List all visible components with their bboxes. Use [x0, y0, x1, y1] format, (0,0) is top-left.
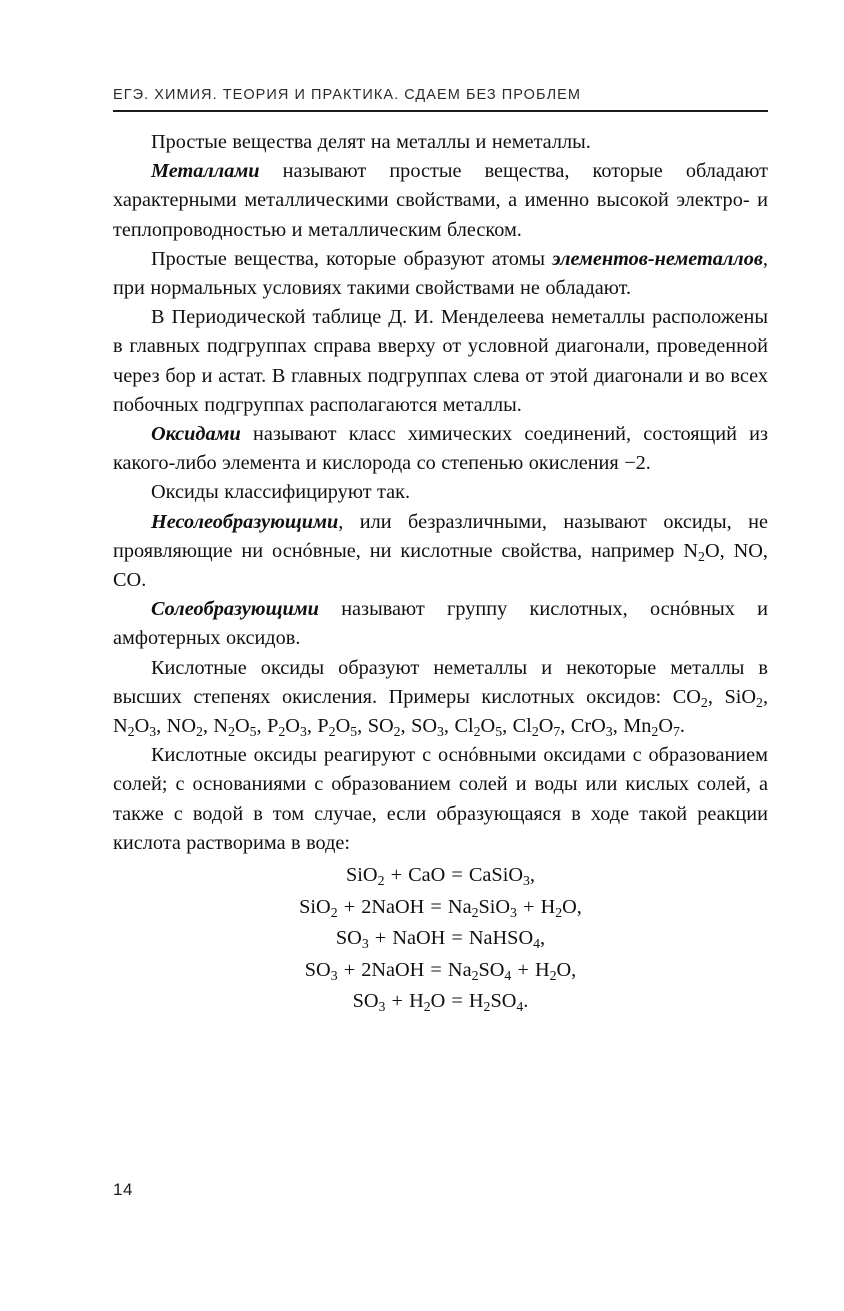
running-head-title: ЕГЭ. ХИМИЯ. ТЕОРИЯ И ПРАКТИКА. СДАЕМ БЕЗ ПРОБЛЕМ: [113, 87, 581, 103]
eq4-punctuation: ,: [571, 958, 577, 981]
formula-cl2o5: $Cl_2O_5$: [454, 715, 503, 739]
eq1-operator-1: +: [390, 864, 403, 887]
eq4-operator-1: +: [343, 958, 356, 981]
paragraph-10-text: Кислотные оксиды реагируют с оснóвными оксидами с образованием солей; с основаниями с образованием солей и воды или кислых солей, а также с водой в том случае, если образующаяся в ходе такой реакции кислота растворима в воде:: [113, 744, 768, 854]
equation-1: [113, 860, 768, 892]
eq3-term-3: NaHSO$_4$: [468, 927, 541, 951]
eq2-operator-3: +: [523, 895, 535, 918]
eq2-operator-1: +: [343, 895, 356, 918]
eq5-punctuation: .: [523, 990, 529, 1013]
eq1-term-3: CaSiO$_3$: [468, 864, 530, 888]
eq5-term-2: $H_2O$: [409, 990, 446, 1014]
paragraph-3-rest: , при нормальных условиях такими свойствами не обладают.: [113, 247, 768, 300]
eq1-term-1: SiO$_2$: [346, 864, 385, 888]
formula-so3: $SO_3$: [411, 715, 444, 739]
paragraph-9-lead: Кислотные оксиды образуют неметаллы и некоторые металлы в высших степенях окисления. Примеры кислотных оксидов:: [113, 656, 768, 708]
paragraph-8-rest: называют группу кислотных, оснóвных и амфотерных оксидов.: [113, 598, 768, 650]
eq4-term-4: $H_2O$: [534, 958, 572, 983]
term-metally: Металлами: [151, 160, 260, 183]
acid-oxide-formula-list: $CO_2$, SiO$_2$, $N_2O_3$, $NO_2$, $N_2O_5$, $P_2O_3$, $P_2O_5$, $SO_2$, $SO_3$, $Cl_2O_5$, $Cl_2O_7$, CrO$_3$, $Mn_2O_7$.: [113, 685, 769, 739]
equation-3: [113, 923, 768, 955]
eq3-punctuation: ,: [540, 927, 546, 950]
formula-cl2o7: $Cl_2O_7$: [512, 715, 561, 739]
eq2-term-2: 2NaOH: [361, 895, 425, 918]
paragraph-6: [113, 478, 768, 507]
paragraph-5: [113, 420, 768, 478]
paragraph-3: [113, 245, 768, 303]
term-oksidami: Оксидами: [151, 423, 241, 446]
eq5-term-3: $H_2SO_4$: [468, 990, 524, 1014]
formula-p2o5: $P_2O_5$: [317, 715, 358, 739]
formula-sio2: SiO$_2$: [724, 685, 763, 710]
formula-n2o5: $N_2O_5$: [213, 715, 257, 739]
eq2-punctuation: ,: [576, 895, 582, 918]
eq1-term-2: CaO: [408, 864, 446, 887]
equation-4: [113, 955, 768, 987]
eq5-term-1: $SO_3$: [352, 990, 386, 1014]
formula-n2o3: $N_2O_3$: [113, 715, 157, 739]
eq4-term-2: 2NaOH: [361, 958, 425, 981]
term-nesoleobrazuyushchimi: Несолеобразующими: [151, 510, 339, 533]
eq4-term-3: $Na_2SO_4$: [447, 958, 512, 983]
equation-block: [113, 860, 768, 1018]
paragraph-10: [113, 741, 768, 858]
paragraph-4: [113, 303, 768, 420]
eq4-operator-2: =: [430, 958, 442, 981]
eq3-term-1: $SO_3$: [335, 927, 369, 951]
eq2-operator-2: =: [430, 895, 442, 918]
eq4-term-1: $SO_3$: [304, 958, 338, 983]
eq2-term-1: SiO$_2$: [299, 895, 338, 920]
paragraph-7-rest: , или безразличными, называют оксиды, не проявляющие ни оснóвные, ни кислотные свойства, например: [113, 510, 768, 562]
paragraph-1-text: Простые вещества делят на металлы и неметаллы.: [151, 131, 591, 153]
running-head: [113, 88, 768, 112]
paragraph-6-text: Оксиды классифицируют так.: [151, 481, 411, 504]
equation-2: [113, 892, 768, 924]
formula-no: NO: [733, 539, 763, 562]
eq1-operator-2: =: [451, 864, 463, 887]
paragraph-2-rest: называют простые вещества, которые обладают характерными металлическими свойствами, а именно высокой электро- и теплопроводностью и металлическим блеском.: [113, 160, 768, 241]
eq5-operator-1: +: [391, 990, 403, 1013]
page-text-block: [113, 128, 768, 1018]
formula-co2: $CO_2$: [672, 685, 708, 710]
eq3-operator-1: +: [374, 927, 387, 950]
formula-mn2o7: $Mn_2O_7$: [623, 715, 680, 739]
eq3-term-2: NaOH: [392, 927, 446, 950]
paragraph-3-lead: Простые вещества, которые образуют атомы: [151, 247, 553, 270]
formula-n2o: $N_2O$: [683, 539, 720, 564]
formula-cro3: CrO$_3$: [570, 715, 613, 739]
formula-sep-2: ,: [762, 539, 768, 562]
equation-5: [113, 986, 768, 1018]
page-number: 14: [113, 1180, 133, 1199]
eq2-term-3: $Na_2SiO_3$: [447, 895, 517, 920]
paragraph-7: [113, 508, 768, 596]
term-soleobrazuyushchimi: Солеобразующими: [151, 598, 319, 621]
eq3-operator-2: =: [451, 927, 463, 950]
paragraph-8: [113, 595, 768, 653]
paragraph-4-text: В Периодической таблице Д. И. Менделеева неметаллы расположены в главных подгруппах справа вверху от условной диагонали, проведенной через бор и астат. В главных подгруппах слева от этой диагонали и во всех побочных подгруппах располагаются металлы.: [113, 306, 768, 416]
formula-so2: $SO_2$: [367, 715, 401, 739]
paragraph-5-rest: называют класс химических соединений, состоящий из какого-либо элемента и кислорода со степенью окисления −2.: [113, 423, 768, 475]
formula-sep-1: ,: [719, 539, 734, 562]
term-elementov-nemetallov: элементов-неметаллов: [552, 247, 763, 270]
eq4-operator-3: +: [517, 958, 529, 981]
formula-no2: $NO_2$: [166, 715, 203, 739]
paragraph-1: [113, 128, 768, 157]
paragraph-9: [113, 654, 768, 742]
header-rule-divider: [113, 110, 768, 112]
paragraph-2: [113, 157, 768, 245]
eq1-punctuation: ,: [529, 864, 535, 887]
eq2-term-4: $H_2O$: [540, 895, 577, 920]
formula-co: CO: [113, 569, 142, 592]
eq5-operator-2: =: [451, 990, 463, 1013]
formula-p2o3: $P_2O_3$: [267, 715, 307, 739]
paragraph-7-period: .: [141, 569, 147, 592]
